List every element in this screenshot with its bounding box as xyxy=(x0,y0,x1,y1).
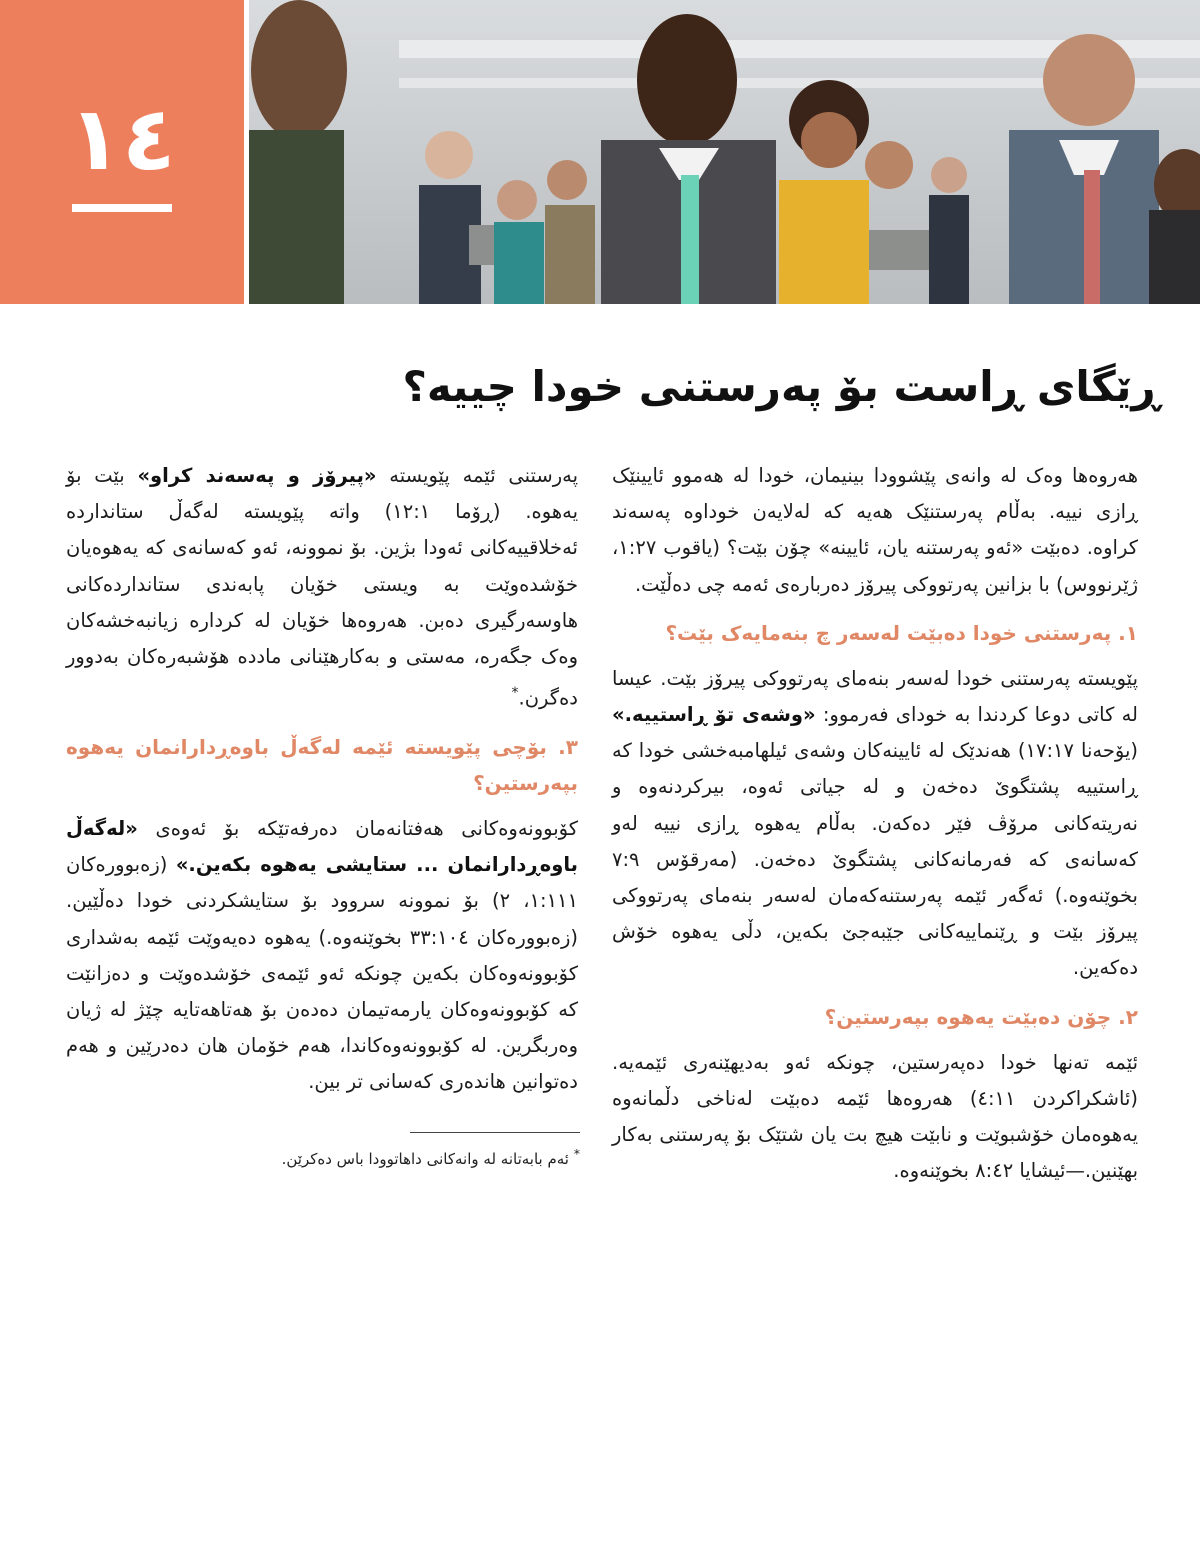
section3-heading: ٣. بۆچی پێویستە ئێمە لەگەڵ باوەڕدارانمان یەهوە بپەرستین؟ xyxy=(66,734,578,795)
section1-quote: «وشەی تۆ ڕاستییە.» xyxy=(612,703,816,727)
section1-paragraph xyxy=(612,661,1138,987)
right-column xyxy=(612,458,1138,1201)
section1-text-b: (یۆحەنا ١٧:١٧) هەندێک لە ئایینەکان وشەی ئیلهامبەخشی خودا کە ڕاستییە پشتگوێ دەخەن و لە جیاتی ئەوە، بیرکردنەوە و نەریتەکانی مرۆڤ فێر دەکەن. بەڵام یەهوە ڕازی نییە لەو کەسانەی کە فەرمانەکانی پشتگوێ دەخەن. (مەرقۆس ٧:٩ بخوێنەوە.) ئەگەر ئێمە پەرستنەکەمان لەسەر بنەمای پەرتووکی پیرۆز بێت و ڕێنماییەکانی جێبەجێ بکەین، دڵی یەهوە خۆش دەکەین. xyxy=(612,739,1138,980)
footnote-divider xyxy=(410,1132,580,1133)
footnote-mark: * xyxy=(573,1146,580,1161)
section2-heading: ٢. چۆن دەبێت یەهوە بپەرستین؟ xyxy=(824,1004,1138,1029)
page-title: ڕێگای ڕاست بۆ پەرستنی خودا چییە؟ xyxy=(402,362,1160,411)
holiness-text-b: بێت بۆ یەهوە. (ڕۆما ١٢:١) واتە پێویستە لەگەڵ ستانداردە ئەخلاقییەکانی ئەودا بژین. بۆ نموونە، ئەو کەسانەی کە یەهوەیان خۆشدەوێت بە ویستی خۆیان پابەندی ستانداردەکانی هاوسەرگیری دەبن. هەروەها خۆیان لە کردارە زیانبەخشەکان وەک جگەرە، مەستی و بەکارهێنانی مادده هۆشبەرەکان بەدوور دەگرن. xyxy=(66,464,578,710)
section1-heading: ١. پەرستنی خودا دەبێت لەسەر چ بنەمایەک بێت؟ xyxy=(665,620,1138,645)
section3-text-a: کۆبوونەوەکانی هەفتانەمان دەرفەتێکە بۆ ئەوەی xyxy=(137,816,578,840)
header-band xyxy=(0,0,1200,304)
footnote-reference[interactable]: * xyxy=(511,685,519,702)
congregation-singing-photo xyxy=(249,0,1200,304)
lesson-number: ١٤ xyxy=(68,87,176,190)
holiness-paragraph xyxy=(66,458,578,717)
section3-quote: «لەگەڵ باوەڕدارانمان ... ستایشی یەهوە بکەین.» xyxy=(66,816,578,877)
holiness-text-a: پەرستنی ئێمە پێویستە xyxy=(376,464,579,487)
section3-text-b: (زەبوورەکان ١:١١١، ٢) بۆ نموونە سروود بۆ ستایشکردنی خودا دەڵێین. (زەبوورەکان ٣٣:١٠٤ بخوێنەوە.) یەهوە دەیەوێت ئێمە بەشداری کۆبوونەوەکان بکەین چونکە ئەو ئێمەی خۆشدەوێت و دەزانێت کە کۆبوونەوەکان یارمەتیمان دەدەن بۆ هەتاهەتایە چێژ لە ژیان وەربگرین. لە کۆبوونەوەکاندا، هەم خۆمان هان دەدرێین و هەم دەتوانین هاندەری کەسانی تر بین. xyxy=(66,853,579,1094)
footnote-text: ئەم بابەتانە لە وانەکانی داهاتوودا باس دەکرێن. xyxy=(281,1150,574,1168)
footnote xyxy=(150,1140,580,1173)
section1-text-a: پێویستە پەرستنی خودا لەسەر بنەمای پەرتووکی پیرۆز بێت. عیسا لە کاتی دوعا کردندا بە خودای فەرموو: xyxy=(612,666,1138,727)
intro-paragraph: هەروەها وەک لە وانەی پێشوودا بینیمان، خودا لە هەموو ئایینێک ڕازی نییە. بەڵام پەرستنێک هەیە کە لەلایەن خوداوە پەسەند کراوە. دەبێت «ئەو پەرستنە یان، ئایینە» چۆن بێت؟ (یاقوب ١:٢٧، ژێرنووس) با بزانین پەرتووکی پیرۆز دەربارەی ئەمە چی دەڵێت. xyxy=(612,464,1138,596)
lesson-number-panel xyxy=(0,0,244,304)
section3-paragraph xyxy=(66,811,578,1101)
left-column xyxy=(66,458,578,1113)
lesson-number-underline xyxy=(72,204,172,212)
section2-paragraph: ئێمە تەنها خودا دەپەرستین، چونکە ئەو بەدیهێنەری ئێمەیە. (ئاشکراکردن ٤:١١) هەروەها ئێمە دەبێت لەناخی دڵمانەوە یەهوەمان خۆشبوێت و نابێت هیچ بت یان شتێک بۆ پەرستنی بەکار بهێنین.—ئیشایا ٨:٤٢ بخوێنەوە. xyxy=(612,1050,1138,1183)
holiness-quote: «پیرۆز و پەسەند کراو» xyxy=(137,464,377,487)
